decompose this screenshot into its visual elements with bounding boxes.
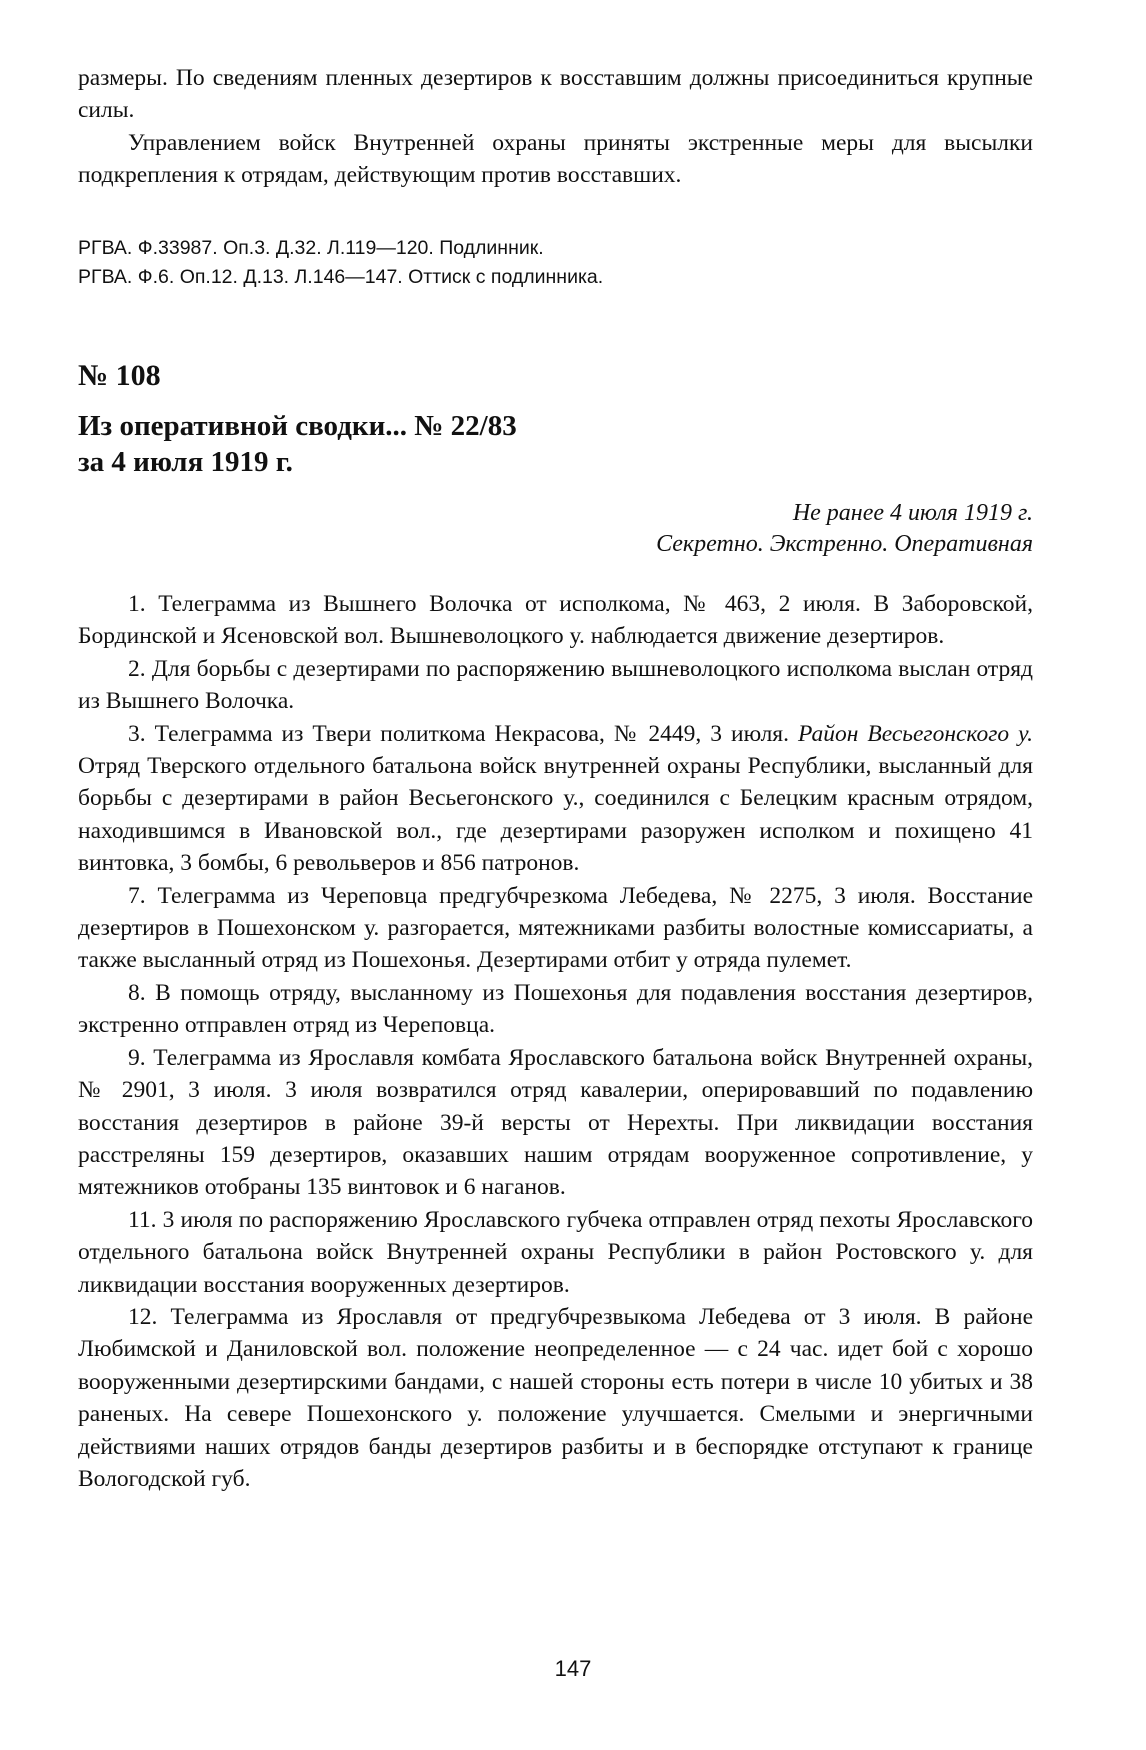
- classification: Секретно. Экстренно. Оперативная: [656, 531, 1033, 557]
- date-note: Не ранее 4 июля 1919 г.: [792, 500, 1033, 526]
- item-9: 9. Телеграмма из Ярославля комбата Ярославского батальона войск Внутренней охраны, № 2901, 3 июля. 3 июля возвратился отряд кавалерии, оперировавший по подавлению восстания дезертиров в районе 39-й версты от Нерехты. При ликвидации восстания расстреляны 159 дезертиров, оказавших нашим отрядам вооруженное сопротивление, у мятежников отобраны 135 винтовок и 6 наганов.: [78, 1044, 1033, 1201]
- document-title: [78, 408, 1033, 480]
- document-header: [78, 358, 1033, 394]
- document-meta: [78, 498, 1033, 560]
- item-2: 2. Для борьбы с дезертирами по распоряжению вышневолоцкого исполкома выслан отряд из Вышнего Волочка.: [78, 655, 1033, 715]
- item-12: 12. Телеграмма из Ярославля от предгубчрезвыкома Лебедева от 3 июля. В районе Любимской и Даниловской вол. положение неопределенное — с 24 час. идет бой с хорошо вооруженными дезертирскими бандами, с нашей стороны есть потери в числе 10 убитых и 38 раненых. На севере Пошехонского у. положение улучшается. Смелыми и энергичными действиями наших отрядов банды дезертиров разбиты и в беспорядке отступают к границе Вологодской губ.: [78, 1303, 1033, 1492]
- page-number: 147: [554, 1656, 592, 1681]
- archive-ref-1: РГВА. Ф.33987. Оп.3. Д.32. Л.119—120. Подлинник.: [78, 237, 544, 259]
- document-number: № 108: [78, 359, 161, 392]
- archive-references: [78, 234, 1033, 292]
- item-7: 7. Телеграмма из Череповца предгубчрезкома Лебедева, № 2275, 3 июля. Восстание дезертиров в Пошехонском у. разгорается, мятежниками разбиты волостные комиссариаты, а также высланный отряд из Пошехонья. Дезертирами отбит у отряда пулемет.: [78, 882, 1033, 974]
- title-line-1: Из оперативной сводки... № 22/83: [78, 410, 517, 442]
- item-3-lead: 3. Телеграмма из Твери политкома Некрасова, № 2449, 3 июля.: [128, 720, 789, 747]
- archive-ref-2: РГВА. Ф.6. Оп.12. Д.13. Л.146—147. Оттиск с подлинника.: [78, 266, 604, 288]
- intro-paragraph-2: Управлением войск Внутренней охраны приняты экстренные меры для высылки подкрепления к отрядам, действующим против восставших.: [78, 129, 1033, 189]
- items-block: [78, 588, 1033, 1495]
- intro-block: [78, 62, 1033, 192]
- item-3-text: Отряд Тверского отдельного батальона войск внутренней охраны Республики, высланный для борьбы с дезертирами в район Весьегонского у., соединился с Белецким красным отрядом, находившимся в Ивановской вол., где дезертирами разоружен исполком и похищено 41 винтовка, 3 бомбы, 6 револьверов и 856 патронов.: [78, 753, 1033, 877]
- title-line-2: за 4 июля 1919 г.: [78, 446, 293, 478]
- item-3: [78, 718, 1033, 880]
- item-1: 1. Телеграмма из Вышнего Волочка от исполкома, № 463, 2 июля. В Заборовской, Бординской и Ясеновской вол. Вышневолоцкого у. наблюдается движение дезертиров.: [78, 591, 1033, 650]
- item-3-italic: Район Весьегонского у.: [798, 720, 1034, 747]
- intro-paragraph-1: размеры. По сведениям пленных дезертиров к восставшим должны присоединиться крупные силы.: [78, 65, 1033, 124]
- item-11: 11. 3 июля по распоряжению Ярославского губчека отправлен отряд пехоты Ярославского отдельного батальона войск Внутренней охраны Республики в район Ростовского у. для ликвидации восстания вооруженных дезертиров.: [78, 1206, 1033, 1298]
- item-8: 8. В помощь отряду, высланному из Пошехонья для подавления восстания дезертиров, экстренно отправлен отряд из Череповца.: [78, 979, 1033, 1039]
